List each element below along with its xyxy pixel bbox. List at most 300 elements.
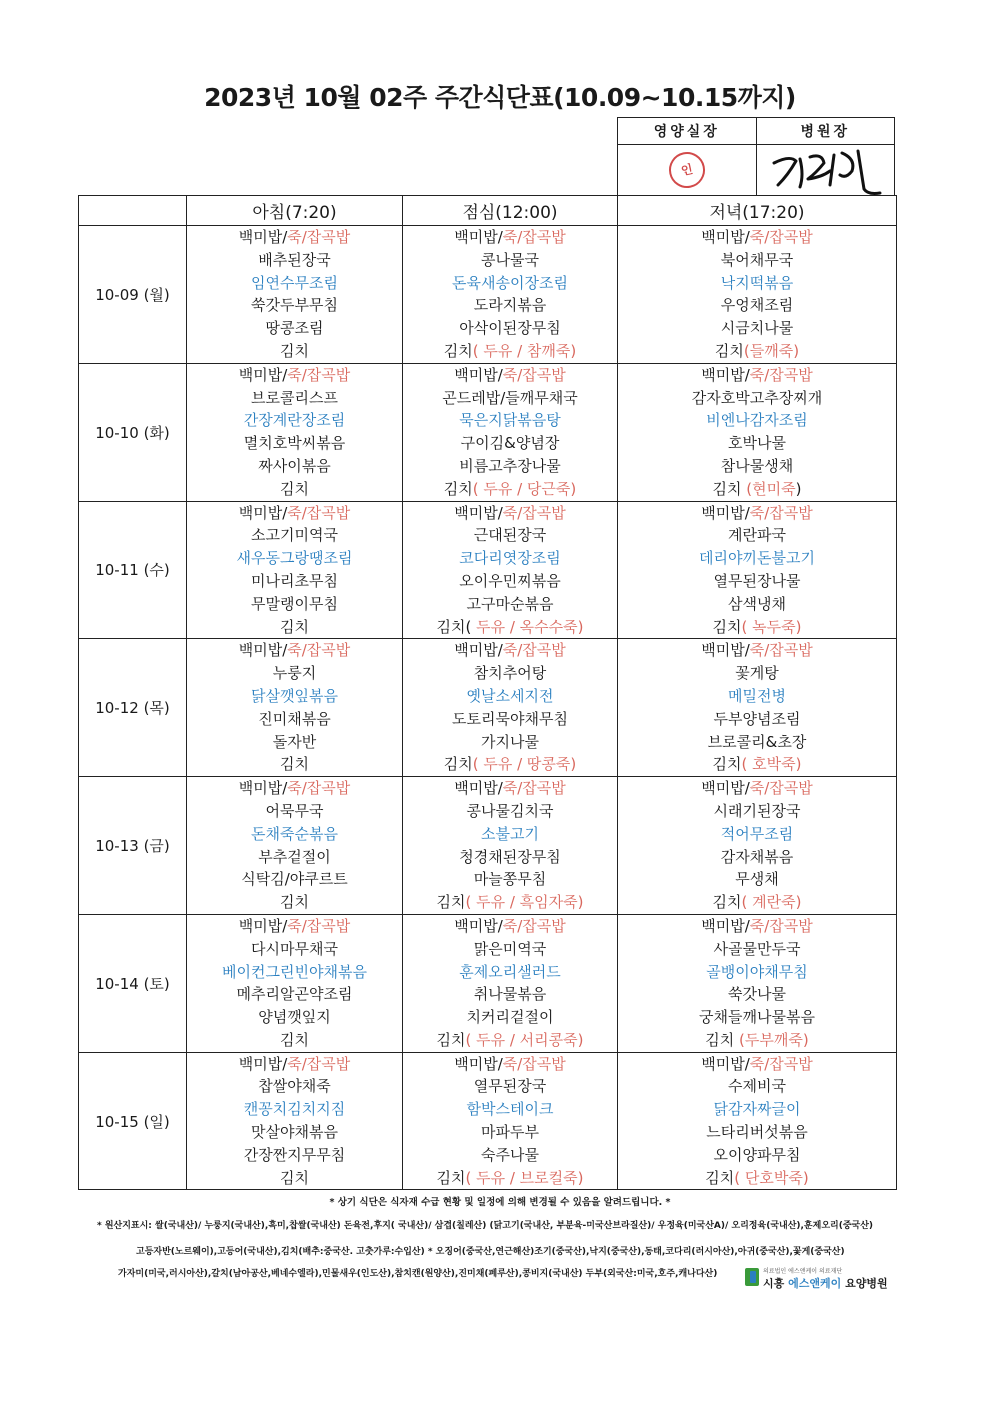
menu-item-text: 숙주나물: [481, 1145, 539, 1164]
menu-item-text: 백미밥/: [701, 503, 750, 522]
menu-item: [618, 1006, 896, 1029]
menu-item: [618, 868, 896, 891]
menu-item-text: 아삭이된장무침: [459, 319, 561, 338]
menu-item: [618, 662, 896, 685]
menu-item: [187, 1006, 402, 1029]
menu-item: [618, 753, 896, 776]
menu-item-text: 누룽지: [272, 664, 317, 683]
menu-item-text: 느타리버섯볶음: [706, 1123, 808, 1142]
menu-item-text: 콩나물국: [481, 250, 539, 269]
menu-item-alt-text: 죽/잡곡밥: [749, 503, 813, 522]
menu-item-alt-text: 죽/잡곡밥: [749, 228, 813, 246]
menu-item: [187, 478, 402, 501]
menu-item: [618, 708, 896, 731]
menu-item: [403, 249, 617, 272]
menu-item: [618, 502, 896, 525]
dinner-cell: [618, 501, 897, 639]
menu-item: [187, 1144, 402, 1167]
menu-item: [618, 616, 896, 639]
menu-item: [618, 272, 896, 295]
menu-item: [187, 1075, 402, 1098]
dinner-column-header: 저녁(17:20): [618, 196, 897, 226]
menu-item: [618, 432, 896, 455]
menu-item: [403, 1098, 617, 1121]
menu-item-text: 메추리알곤약조림: [236, 985, 353, 1004]
menu-item: [403, 753, 617, 776]
menu-item: [403, 1053, 617, 1076]
menu-item-text: 시래기된장국: [713, 801, 801, 820]
menu-item: [187, 340, 402, 363]
menu-item: [187, 685, 402, 708]
menu-item-text: 구이김&양념장: [460, 434, 560, 453]
menu-item-main-dish: 메밀전병: [728, 686, 786, 705]
header-row: [79, 196, 897, 226]
menu-item: [187, 226, 402, 249]
menu-item-text: 진미채볶음: [258, 709, 331, 728]
menu-item-alt-text: 죽/잡곡밥: [749, 916, 813, 935]
menu-item-text: 도라지볶음: [473, 296, 547, 315]
menu-item: [187, 868, 402, 891]
menu-item: [187, 570, 402, 593]
menu-item-text: ): [795, 479, 802, 498]
menu-item: [403, 364, 617, 387]
dinner-cell: [618, 363, 897, 501]
menu-item: [403, 409, 617, 432]
menu-item-alt-text: 죽/잡곡밥: [287, 916, 351, 935]
menu-item-text: 김치(: [436, 617, 472, 636]
weekly-menu-table: [78, 195, 897, 1190]
menu-item: [403, 524, 617, 547]
hospital-name-prefix: 시흥: [763, 1277, 789, 1290]
menu-item: [403, 593, 617, 616]
menu-item-text: 시금치나물: [720, 319, 794, 338]
menu-item-text: 비름고추장나물: [459, 456, 561, 475]
day-column-header: [79, 196, 187, 226]
dinner-cell: [618, 914, 897, 1052]
menu-item-main-dish: 새우동그랑땡조림: [236, 549, 353, 568]
menu-item-main-dish: 데리야끼돈불고기: [699, 549, 815, 568]
menu-item: [187, 800, 402, 823]
menu-item-alt-text: 두유 / 옥수수죽): [471, 617, 584, 636]
dinner-cell: [618, 1052, 897, 1190]
menu-item: [403, 938, 617, 961]
menu-item: [187, 1053, 402, 1076]
menu-item-alt-text: 죽/잡곡밥: [287, 228, 351, 246]
breakfast-cell: [187, 914, 403, 1052]
menu-item: [403, 547, 617, 570]
menu-item: [187, 616, 402, 639]
menu-item: [403, 777, 617, 800]
menu-item: [187, 593, 402, 616]
menu-item-alt-text: ( 두유 / 서리콩죽): [465, 1030, 584, 1049]
menu-item-text: 백미밥/: [238, 365, 288, 384]
day-label: 10-13 (금): [79, 777, 187, 915]
menu-item-text: 청경채된장무침: [459, 847, 561, 866]
hospital-logo-subtitle: 의료법인 에스앤케이 의료재단: [763, 1268, 843, 1275]
menu-item: [618, 823, 896, 846]
menu-item: [403, 455, 617, 478]
menu-item-text: 김치: [712, 755, 742, 774]
menu-item-text: 김치: [705, 1168, 735, 1187]
menu-item-main-dish: 소불고기: [481, 824, 539, 843]
menu-item-text: 삼색냉채: [728, 594, 786, 613]
menu-item-text: 무말랭이무침: [251, 594, 338, 613]
menu-item: [618, 593, 896, 616]
menu-item: [618, 961, 896, 984]
menu-item-text: 김치: [280, 1030, 309, 1049]
menu-item-text: 김치: [280, 479, 309, 498]
menu-item-main-dish: 캔꽁치김치지짐: [243, 1100, 346, 1119]
menu-item-text: 백미밥/: [454, 916, 503, 935]
menu-item-alt-text: 죽/잡곡밥: [287, 503, 351, 522]
menu-item-text: 땅콩조림: [265, 319, 324, 338]
menu-item-text: 김치: [443, 341, 473, 360]
menu-item: [403, 685, 617, 708]
breakfast-cell: [187, 639, 403, 777]
day-row: [79, 501, 897, 639]
menu-item: [618, 938, 896, 961]
menu-item: [403, 616, 617, 639]
menu-item: [618, 1121, 896, 1144]
menu-item: [187, 364, 402, 387]
menu-item-text: 배추된장국: [258, 250, 331, 269]
menu-item-text: 백미밥/: [454, 1054, 503, 1073]
menu-item: [618, 547, 896, 570]
menu-item-alt-text: ( 녹두죽): [741, 617, 802, 636]
menu-item-main-dish: 함박스테이크: [466, 1100, 554, 1119]
menu-item-text: 백미밥/: [238, 228, 288, 246]
breakfast-cell: [187, 363, 403, 501]
menu-item-text: 브로콜리&초장: [707, 732, 807, 751]
nutrition-head-label: 영양실장: [618, 118, 757, 145]
menu-item-alt-text: ( 두유 / 흑임자죽): [465, 893, 584, 912]
menu-item-text: 감자채볶음: [720, 847, 794, 866]
menu-item-text: 백미밥/: [701, 641, 750, 660]
menu-item-main-dish: 닭감자짜글이: [713, 1100, 801, 1119]
menu-item-text: 두부양념조림: [713, 709, 801, 728]
lunch-cell: [403, 777, 618, 915]
menu-item-text: 오이양파무침: [713, 1145, 801, 1164]
menu-item-alt-text: ( 단호박죽): [734, 1168, 809, 1187]
menu-item: [403, 823, 617, 846]
menu-item-text: 마늘쫑무침: [473, 870, 547, 889]
menu-item-text: 백미밥/: [454, 503, 503, 522]
page-title: 2023년 10월 02주 주간식단표(10.09~10.15까지): [204, 83, 796, 112]
menu-item: [618, 915, 896, 938]
menu-item: [618, 983, 896, 1006]
menu-item-alt-text: (두부깨죽): [739, 1030, 809, 1049]
menu-item: [618, 524, 896, 547]
menu-item-text: 백미밥/: [238, 1054, 288, 1073]
menu-item-text: 곤드레밥/들깨무채국: [442, 388, 578, 407]
menu-item: [187, 938, 402, 961]
menu-item: [403, 846, 617, 869]
menu-item-text: 김치: [712, 893, 742, 912]
menu-item-alt-text: 죽/잡곡밥: [502, 779, 566, 798]
menu-item: [187, 753, 402, 776]
menu-item-text: 김치: [443, 479, 473, 498]
menu-item: [187, 502, 402, 525]
menu-item-alt-text: 죽/잡곡밥: [749, 779, 813, 798]
menu-item-main-dish: 낙지떡볶음: [720, 273, 794, 292]
menu-item-alt-text: 죽/잡곡밥: [749, 1054, 813, 1073]
menu-item: [618, 409, 896, 432]
menu-item: [403, 1167, 617, 1190]
lunch-cell: [403, 501, 618, 639]
menu-item-alt-text: 죽/잡곡밥: [502, 1054, 566, 1073]
menu-item-text: 호박나물: [728, 434, 786, 453]
menu-item-main-dish: 닭살깻잎볶음: [251, 686, 338, 705]
menu-item-text: 양념깻잎지: [258, 1008, 331, 1027]
dinner-cell: [618, 777, 897, 915]
approval-box: [617, 117, 895, 196]
menu-item-text: 백미밥/: [701, 779, 750, 798]
lunch-cell: [403, 1052, 618, 1190]
menu-item: [618, 387, 896, 410]
menu-item-text: 간장짠지무무침: [243, 1145, 346, 1164]
menu-item: [403, 868, 617, 891]
day-label: 10-15 (일): [79, 1052, 187, 1190]
menu-item: [618, 685, 896, 708]
menu-item-alt-text: (현미죽: [746, 479, 796, 498]
menu-item-text: 도토리묵야채무침: [452, 709, 568, 728]
day-row: [79, 363, 897, 501]
day-row: [79, 226, 897, 364]
menu-item: [187, 432, 402, 455]
breakfast-column-header: 아침(7:20): [187, 196, 403, 226]
menu-item-text: 멸치호박씨볶음: [243, 434, 346, 453]
menu-item-text: 계란파국: [728, 526, 786, 545]
origin-line-3: 가자미(미국,러시아산),갈치(남아공산,베네수엘라),민물새우(인도산),참치캔(원양산),진미채(페루산),콩비지(국내산) 두부(외국산:미국,호주,캐나다산): [118, 1269, 718, 1279]
day-row: [79, 1052, 897, 1190]
menu-item-alt-text: 죽/잡곡밥: [502, 916, 566, 935]
menu-item: [403, 226, 617, 249]
menu-item: [403, 502, 617, 525]
menu-item: [187, 249, 402, 272]
menu-item: [187, 915, 402, 938]
menu-item-text: 참치추어탕: [473, 664, 547, 683]
menu-item: [187, 317, 402, 340]
menu-item: [403, 478, 617, 501]
menu-item-text: 열무된장국: [473, 1077, 547, 1096]
breakfast-cell: [187, 226, 403, 364]
menu-item-text: 짜사이볶음: [258, 456, 331, 475]
menu-item-main-dish: 돈육새송이장조림: [452, 273, 568, 292]
menu-item-text: 콩나물김치국: [466, 801, 554, 820]
menu-item-text: 김치: [436, 893, 466, 912]
day-label: 10-11 (수): [79, 501, 187, 639]
menu-item-text: 김치: [280, 755, 309, 774]
menu-item-text: 무생채: [735, 870, 779, 889]
menu-item: [187, 1029, 402, 1052]
menu-item: [618, 1144, 896, 1167]
menu-item-text: 다시마무채국: [251, 939, 338, 958]
menu-item: [618, 777, 896, 800]
menu-item: [187, 731, 402, 754]
menu-item-text: 백미밥/: [701, 228, 750, 246]
day-row: [79, 639, 897, 777]
menu-item-alt-text: 죽/잡곡밥: [749, 641, 813, 660]
menu-item-main-dish: 묵은지닭볶음탕: [459, 411, 561, 430]
menu-item-main-dish: 옛날소세지전: [466, 686, 554, 705]
menu-item-text: 어묵무국: [265, 801, 324, 820]
menu-item-text: 백미밥/: [238, 779, 288, 798]
menu-item-main-dish: 골뱅이야채무침: [706, 962, 808, 981]
menu-item-text: 백미밥/: [454, 365, 503, 384]
menu-item-text: 수제비국: [728, 1077, 786, 1096]
menu-item: [403, 961, 617, 984]
menu-item: [187, 891, 402, 914]
menu-item: [187, 547, 402, 570]
menu-item-alt-text: 죽/잡곡밥: [502, 503, 566, 522]
director-label: 병원장: [756, 118, 895, 145]
menu-item: [403, 1121, 617, 1144]
menu-item-text: 찹쌀야채죽: [258, 1077, 331, 1096]
menu-item-text: 식탁김/야쿠르트: [241, 870, 348, 889]
menu-item: [187, 708, 402, 731]
menu-item: [187, 662, 402, 685]
menu-item-alt-text: 죽/잡곡밥: [287, 641, 351, 660]
menu-item: [618, 1098, 896, 1121]
menu-item-text: 돌자반: [272, 732, 317, 751]
menu-item-text: 백미밥/: [454, 641, 503, 660]
menu-body: [79, 226, 897, 1190]
menu-item-main-dish: 비엔나감자조림: [706, 411, 808, 430]
menu-item: [618, 1053, 896, 1076]
menu-item: [403, 432, 617, 455]
menu-item-alt-text: 죽/잡곡밥: [287, 365, 351, 384]
menu-item-text: 근대된장국: [473, 526, 547, 545]
menu-item: [618, 364, 896, 387]
menu-item-main-dish: 코다리엿장조림: [459, 549, 561, 568]
menu-item-text: 백미밥/: [238, 503, 288, 522]
menu-item: [403, 1029, 617, 1052]
menu-item: [187, 639, 402, 662]
dinner-cell: [618, 639, 897, 777]
director-signature-cell: [756, 145, 895, 196]
dinner-cell: [618, 226, 897, 364]
menu-item: [403, 731, 617, 754]
menu-item: [187, 1167, 402, 1190]
menu-item-text: 백미밥/: [454, 228, 503, 246]
menu-item: [618, 317, 896, 340]
menu-item-alt-text: ( 계란죽): [741, 893, 802, 912]
day-row: [79, 777, 897, 915]
menu-item-text: 마파두부: [481, 1123, 539, 1142]
menu-item: [618, 478, 896, 501]
menu-item-text: 김치: [436, 1030, 466, 1049]
menu-item-main-dish: 간장계란장조림: [243, 411, 346, 430]
menu-item: [618, 340, 896, 363]
menu-item-text: 열무된장나물: [713, 571, 801, 590]
menu-item: [187, 409, 402, 432]
menu-item-text: 가지나물: [481, 732, 539, 751]
day-label: 10-09 (월): [79, 226, 187, 364]
menu-item-alt-text: (들깨죽): [743, 341, 800, 360]
menu-item-alt-text: 죽/잡곡밥: [502, 641, 566, 660]
lunch-cell: [403, 914, 618, 1052]
menu-item: [403, 294, 617, 317]
breakfast-cell: [187, 777, 403, 915]
menu-item-text: 백미밥/: [701, 916, 750, 935]
day-row: [79, 914, 897, 1052]
menu-item-alt-text: 죽/잡곡밥: [749, 365, 813, 384]
menu-item: [618, 294, 896, 317]
menu-item: [403, 1144, 617, 1167]
menu-item-alt-text: ( 두유 / 브로컬죽): [465, 1168, 584, 1187]
menu-item: [403, 639, 617, 662]
menu-item: [618, 570, 896, 593]
menu-item: [187, 272, 402, 295]
hospital-logo: [745, 1265, 888, 1291]
menu-item: [187, 1098, 402, 1121]
menu-item-text: 백미밥/: [701, 1054, 750, 1073]
menu-item: [618, 891, 896, 914]
menu-item-text: 쑥갓두부무침: [251, 296, 338, 315]
hospital-logo-icon: [745, 1268, 759, 1286]
menu-item-text: 쑥갓나물: [728, 985, 786, 1004]
menu-item-text: 미나리초무침: [251, 571, 338, 590]
menu-item-text: 김치: [714, 341, 744, 360]
menu-item-text: 김치: [280, 617, 309, 636]
day-label: 10-12 (목): [79, 639, 187, 777]
menu-item-text: 브로콜리스프: [251, 388, 338, 407]
menu-item-text: 김치: [436, 1168, 466, 1187]
menu-item-text: 꽃게탕: [735, 664, 779, 683]
menu-item-text: 치커리겉절이: [466, 1008, 554, 1027]
red-seal-stamp: 인: [665, 149, 708, 192]
breakfast-cell: [187, 1052, 403, 1190]
menu-item: [187, 823, 402, 846]
menu-item-main-dish: 임연수무조림: [251, 273, 338, 292]
menu-item: [403, 915, 617, 938]
menu-item: [618, 226, 896, 249]
menu-item: [187, 1121, 402, 1144]
menu-item-text: 김치: [712, 617, 742, 636]
menu-item: [618, 455, 896, 478]
menu-item: [618, 846, 896, 869]
menu-item: [187, 455, 402, 478]
origin-line-2: 고등자반(노르웨이),고등어(국내산),김치(배추:중국산. 고춧가루:수입산) * 오징어(중국산,연근해산)조기(중국산),낙지(중국산),동태,코다리(러시아산),아귀(중국산),꽃게(중국산): [136, 1247, 845, 1257]
menu-item-alt-text: ( 호박죽): [741, 755, 802, 774]
menu-item: [403, 570, 617, 593]
menu-item: [618, 731, 896, 754]
menu-item-text: 우엉채조림: [720, 296, 794, 315]
menu-item-text: 오이우민찌볶음: [459, 571, 561, 590]
menu-item-text: 감자호박고추장찌개: [691, 388, 823, 407]
breakfast-cell: [187, 501, 403, 639]
menu-item: [187, 846, 402, 869]
menu-item: [187, 294, 402, 317]
menu-item-alt-text: 죽/잡곡밥: [502, 365, 566, 384]
menu-item-text: 사골물만두국: [713, 939, 801, 958]
menu-item: [618, 1029, 896, 1052]
day-label: 10-10 (화): [79, 363, 187, 501]
menu-item-alt-text: ( 두유 / 당근죽): [472, 479, 577, 498]
menu-item-text: 북어채무국: [720, 250, 794, 269]
origin-line-1: * 원산지표시: 쌀(국내산)/ 누룽지(국내산),흑미,찹쌀(국내산) 돈육전,후지( 국내산)/ 삼겹(칠레산) (닭고기(국내산, 부분육-미국산브라질산)/ 우정육(미국산A)/ 오리정육(국내산),훈제오리(중국산): [97, 1221, 874, 1231]
menu-item-alt-text: 죽/잡곡밥: [502, 228, 566, 246]
menu-item-text: 부추겉절이: [258, 847, 331, 866]
menu-item: [618, 800, 896, 823]
lunch-cell: [403, 363, 618, 501]
nutrition-head-seal-cell: [618, 145, 757, 196]
menu-item-text: 김치: [280, 1168, 309, 1187]
menu-item-text: 맛살야채볶음: [251, 1123, 338, 1142]
menu-item-text: 김치: [280, 893, 309, 912]
hospital-name-suffix: 요양병원: [841, 1277, 888, 1290]
menu-item: [618, 1075, 896, 1098]
